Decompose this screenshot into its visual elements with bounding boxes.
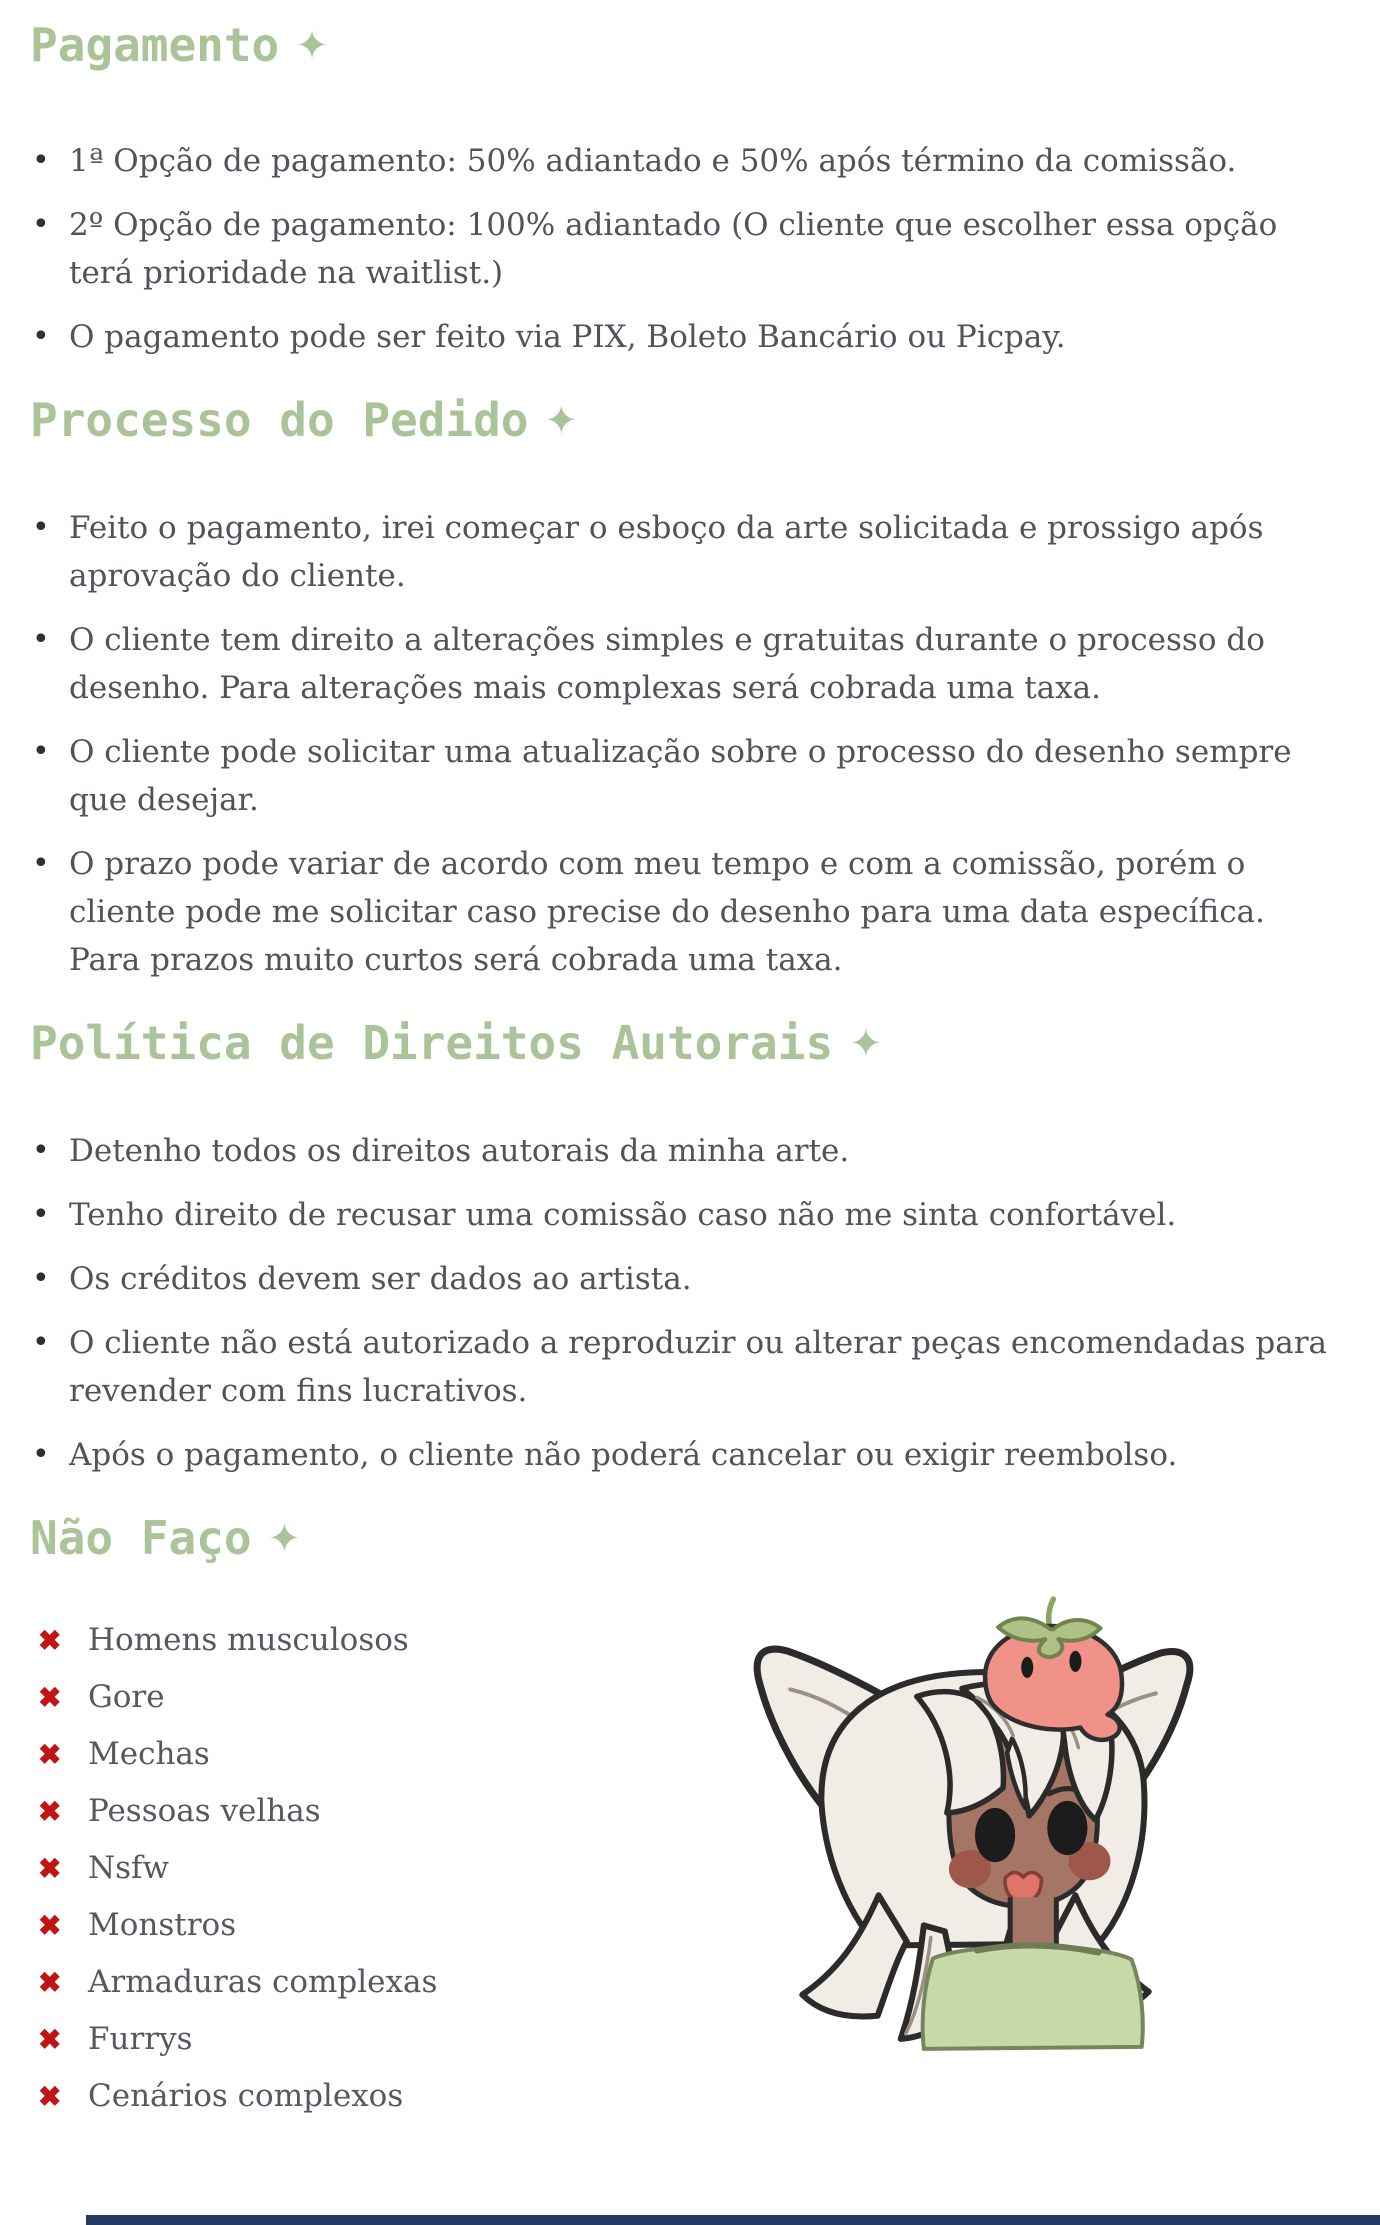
x-icon: ✖ [38,1795,62,1828]
list-item: • 2º Opção de pagamento: 100% adiantado (O cliente que escolher essa opção terá prioridade na waitlist.) [30,201,1342,297]
strawberry-eye-right [1069,1651,1081,1672]
list-item: ✖ Mechas [30,1726,1342,1783]
x-icon: ✖ [38,1966,62,1999]
list-item: ✖ Armaduras complexas [30,1954,1342,2011]
list-item: • Feito o pagamento, irei começar o esboço da arte solicitada e prossigo após aprovação do cliente. [30,504,1342,600]
x-icon: ✖ [38,2023,62,2056]
list-item: • Após o pagamento, o cliente não poderá cancelar ou exigir reembolso. [30,1431,1342,1479]
sparkle-icon: ✦ [849,1021,883,1067]
heading-text: Não Faço [30,1511,252,1565]
shirt [923,1946,1143,2049]
strawberry-eye-left [1021,1657,1033,1678]
direitos-list [30,1127,1342,1479]
list-item: ✖ Furrys [30,2011,1342,2068]
x-icon: ✖ [38,1624,62,1657]
list-item: ✖ Monstros [30,1897,1342,1954]
eye-left [975,1808,1015,1862]
list-item: ✖ Cenários complexos [30,2068,1342,2125]
list-item: ✖ Nsfw [30,1840,1342,1897]
list-item: • O cliente pode solicitar uma atualização sobre o processo do desenho sempre que desejar. [30,728,1342,824]
bullet-icon: • [32,734,50,769]
section-heading-processo [30,391,1342,450]
x-icon: ✖ [38,1738,62,1771]
bullet-icon: • [32,319,50,354]
bullet-icon: • [32,1197,50,1232]
x-icon: ✖ [38,1681,62,1714]
x-icon: ✖ [38,1909,62,1942]
section-heading-nao-faco [30,1509,1342,1568]
bullet-icon: • [32,846,50,881]
mascot-illustration [726,1594,1218,2060]
bullet-icon: • [32,510,50,545]
list-item: • Os créditos devem ser dados ao artista. [30,1255,1342,1303]
section-heading-pagamento [30,16,1342,75]
bullet-icon: • [32,1261,50,1296]
list-item: ✖ Gore [30,1669,1342,1726]
bullet-icon: • [32,143,50,178]
bullet-icon: • [32,1325,50,1360]
x-icon: ✖ [38,1852,62,1885]
sparkle-icon: ✦ [544,398,579,444]
list-item: • 1ª Opção de pagamento: 50% adiantado e 50% após término da comissão. [30,137,1342,185]
pagamento-list [30,137,1342,361]
list-item: • O pagamento pode ser feito via PIX, Boleto Bancário ou Picpay. [30,313,1342,361]
bullet-icon: • [32,1133,50,1168]
list-item: ✖ Homens musculosos [30,1612,1342,1669]
sparkle-icon: ✦ [295,23,329,69]
bullet-icon: • [32,207,50,242]
eye-right [1047,1801,1087,1855]
x-icon: ✖ [38,2080,62,2113]
sparkle-icon: ✦ [267,1516,302,1562]
list-item: • Tenho direito de recusar uma comissão caso não me sinta confortável. [30,1191,1342,1239]
bullet-icon: • [32,1437,50,1472]
list-item: ✖ Pessoas velhas [30,1783,1342,1840]
processo-list [30,504,1342,984]
heading-text: Processo do Pedido [30,393,529,447]
heading-text: Pagamento [30,18,280,72]
list-item: • O cliente tem direito a alterações simples e gratuitas durante o processo do desenho. Para alterações mais complexas será cobrada uma taxa. [30,616,1342,712]
bottom-bar [86,2215,1380,2225]
section-heading-direitos [30,1014,1342,1073]
list-item: • O prazo pode variar de acordo com meu tempo e com a comissão, porém o cliente pode me solicitar caso precise do desenho para uma data específica. Para prazos muito curtos será cobrada uma taxa. [30,840,1342,984]
bullet-icon: • [32,622,50,657]
list-item: • O cliente não está autorizado a reproduzir ou alterar peças encomendadas para revender com fins lucrativos. [30,1319,1342,1415]
list-item: • Detenho todos os direitos autorais da minha arte. [30,1127,1342,1175]
heading-text: Política de Direitos Autorais [30,1016,834,1070]
